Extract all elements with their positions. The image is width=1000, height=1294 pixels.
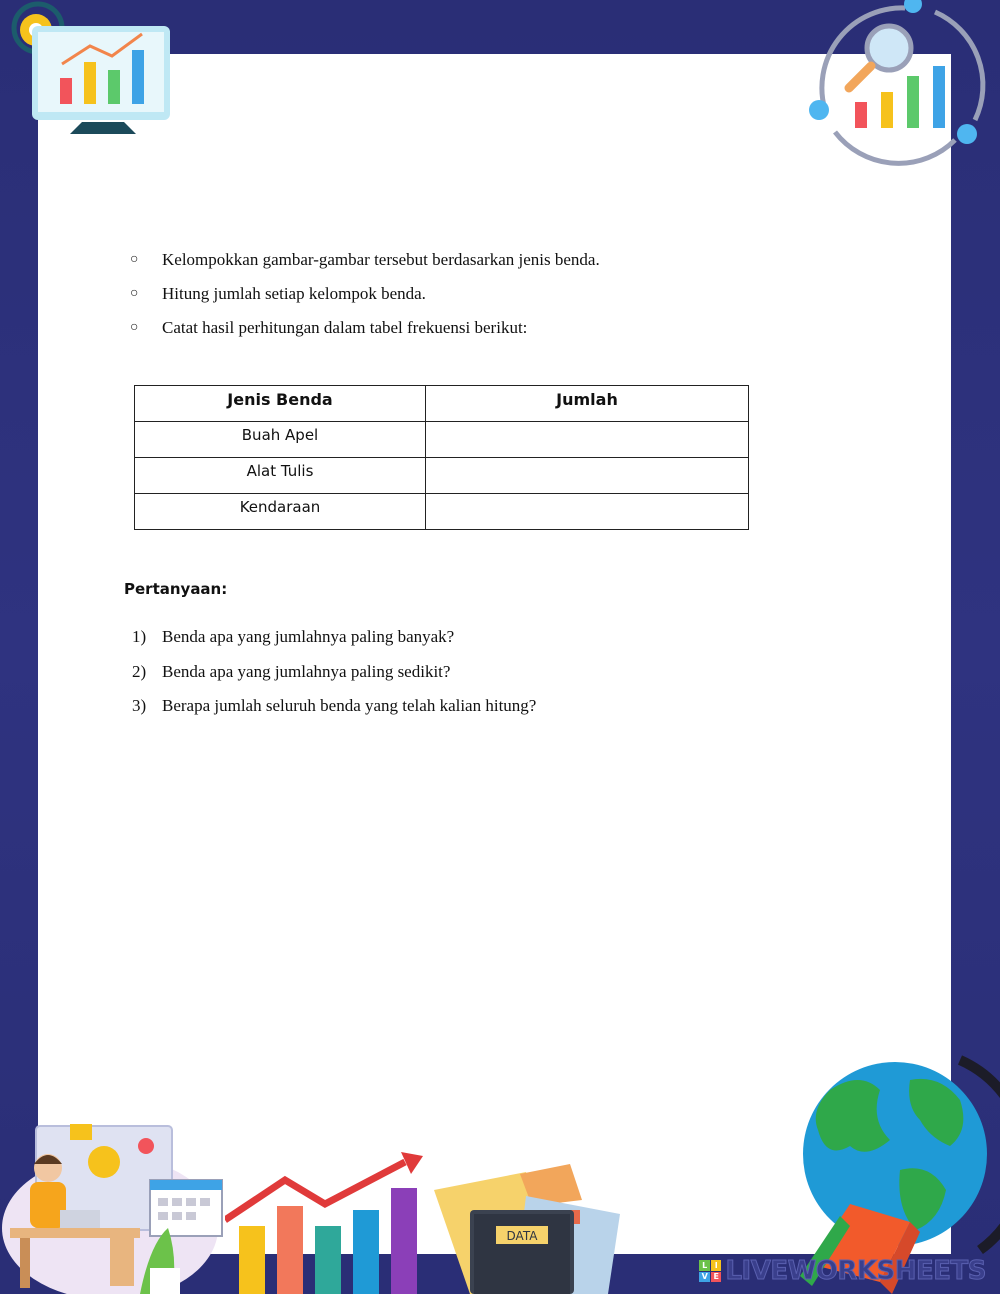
header-jumlah: Jumlah [426,386,749,422]
question-number: 3) [132,696,147,715]
office-worker-illustration [0,1118,240,1294]
cell-jenis: Kendaraan [135,494,426,530]
table-row [135,422,749,458]
question-item [132,696,536,731]
question-list [132,627,536,731]
question-text: Benda apa yang jumlahnya paling sedikit? [162,661,451,681]
cell-jenis: Buah Apel [135,422,426,458]
brand-mark-letter: I [711,1260,722,1271]
data-label: DATA [506,1229,538,1243]
table-row [135,458,749,494]
brand-mark-icon [699,1260,721,1282]
liveworksheets-logo [699,1256,986,1286]
instruction-item [130,318,600,352]
instruction-list [130,250,600,352]
instruction-item [130,284,600,318]
brand-mark-letter: E [711,1272,722,1283]
table-row [135,494,749,530]
frequency-table [134,385,749,530]
brand-mark-letter: L [699,1260,710,1271]
question-text: Benda apa yang jumlahnya paling banyak? [162,627,455,646]
question-text: Berapa jumlah seluruh benda yang telah kalian hitung? [162,696,537,715]
bullet-marker: ○ [130,252,139,267]
data-folder-illustration [430,1160,635,1294]
question-number: 2) [132,661,147,681]
header-jenis-benda: Jenis Benda [135,386,426,422]
instruction-text: Catat hasil perhitungan dalam tabel frekuensi berikut: [162,318,528,337]
monitor-chart-icon [0,0,180,140]
brand-text: LIVEWORKSHEETS [725,1256,986,1286]
instruction-item [130,250,600,284]
cell-jenis: Alat Tulis [135,458,426,494]
bar-chart-arrow-illustration [225,1150,430,1294]
instruction-text: Hitung jumlah setiap kelompok benda. [162,284,426,303]
question-item [132,662,536,697]
question-number: 1) [132,627,147,646]
cell-jumlah-input[interactable] [426,422,749,458]
bullet-marker: ○ [130,320,139,335]
search-analytics-icon [805,0,1000,170]
questions-title: Pertanyaan: [124,580,228,598]
table-header-row [135,386,749,422]
instruction-text: Kelompokkan gambar-gambar tersebut berdasarkan jenis benda. [162,250,600,269]
brand-mark-letter: V [699,1272,710,1283]
bullet-marker: ○ [130,286,139,301]
question-item [132,627,536,662]
cell-jumlah-input[interactable] [426,494,749,530]
cell-jumlah-input[interactable] [426,458,749,494]
